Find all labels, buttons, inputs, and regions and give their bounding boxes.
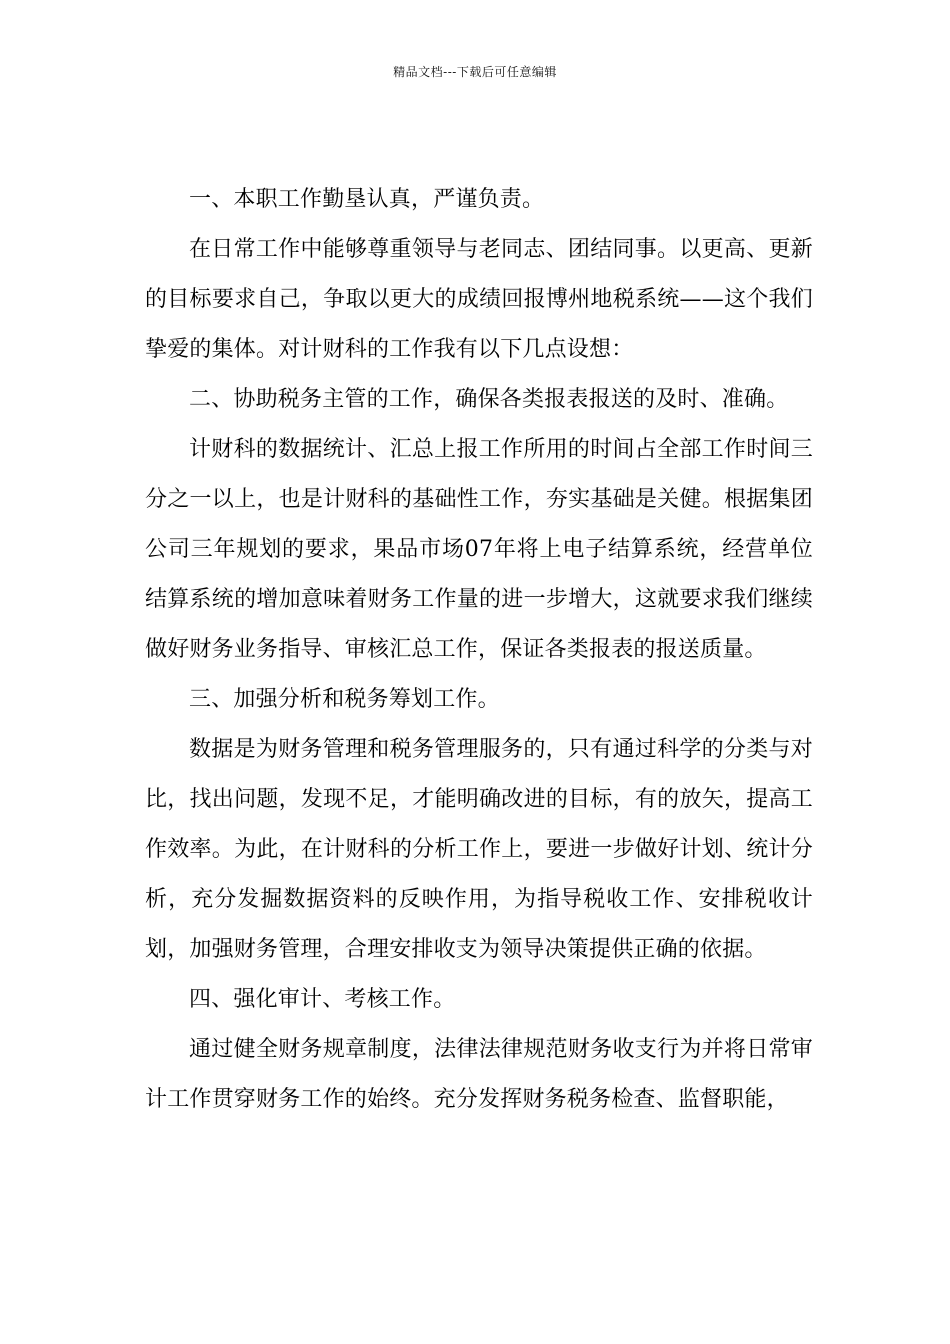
page-header: 精品文档---下载后可任意编辑 (393, 65, 557, 79)
paragraph: 在日常工作中能够尊重领导与老同志、团结同事。以更高、更新的目标要求自己，争取以更大的成绩回报博州地税系统——这个我们挚爱的集体。对计财科的工作我有以下几点设想： (145, 237, 813, 362)
section-heading-3: 三、加强分析和税务筹划工作。 (189, 687, 500, 712)
paragraph: 数据是为财务管理和税务管理服务的，只有通过科学的分类与对比，找出问题，发现不足，才能明确改进的目标，有的放矢，提高工作效率。为此，在计财科的分析工作上，要进一步做好计划、统计分析，充分发掘数据资料的反映作用，为指导税收工作、安排税收计划，加强财务管理，合理安排收支为领导决策提供正确的依据。 (145, 737, 813, 962)
section-heading-4: 四、强化审计、考核工作。 (189, 987, 456, 1012)
paragraph: 计财科的数据统计、汇总上报工作所用的时间占全部工作时间三分之一以上，也是计财科的基础性工作，夯实基础是关健。根据集团公司三年规划的要求，果品市场07年将上电子结算系统，经营单位结算系统的增加意味着财务工作量的进一步增大，这就要求我们继续做好财务业务指导、审核汇总工作，保证各类报表的报送质量。 (145, 437, 813, 662)
paragraph: 通过健全财务规章制度，法律法律规范财务收支行为并将日常审计工作贯穿财务工作的始终。充分发挥财务税务检查、监督职能， (145, 1037, 813, 1112)
document-body (145, 175, 813, 1125)
section-heading-2: 二、协助税务主管的工作，确保各类报表报送的及时、准确。 (189, 387, 789, 412)
section-heading-1: 一、本职工作勤垦认真，严谨负责。 (189, 187, 545, 212)
